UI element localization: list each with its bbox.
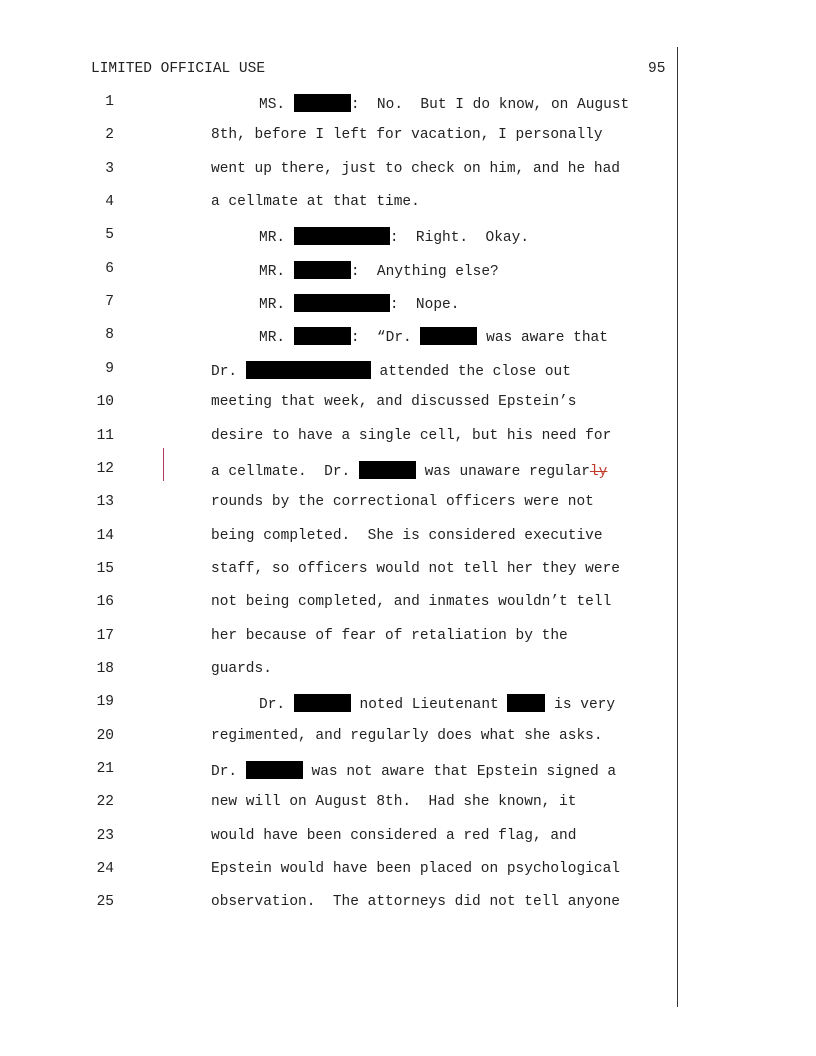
redaction-box [294, 94, 351, 112]
line-number: 5 [105, 227, 114, 244]
line-number: 18 [96, 660, 114, 677]
line-text [211, 794, 576, 810]
line-text [259, 94, 629, 113]
text-segment: MR. [259, 230, 294, 247]
line-number: 16 [96, 594, 114, 611]
text-segment: a cellmate at that time. [211, 194, 420, 211]
line-text [211, 194, 420, 210]
transcript-line [0, 261, 816, 285]
transcript-line [0, 528, 816, 552]
page-number: 95 [648, 61, 666, 77]
text-segment: : No. But I do know, on August [350, 97, 630, 113]
line-text [211, 428, 611, 444]
transcript-line [0, 161, 816, 185]
line-text [211, 594, 611, 610]
text-segment: Dr. [259, 697, 294, 714]
header-classification: LIMITED OFFICIAL USE [91, 61, 266, 77]
redaction-box [294, 261, 351, 279]
line-number: 25 [96, 894, 114, 911]
line-number: 6 [105, 260, 114, 277]
transcript-line [0, 361, 816, 385]
line-number: 1 [105, 94, 114, 110]
transcript-line [0, 294, 816, 318]
text-segment: 8th, before I left for vacation, I personally [211, 127, 603, 144]
text-segment: a cellmate. Dr. [211, 463, 359, 480]
text-segment: : Nope. [389, 297, 460, 314]
line-text [259, 694, 615, 713]
line-number: 22 [96, 794, 114, 811]
text-segment: would have been considered a red flag, and [211, 827, 577, 844]
text-segment: MR. [259, 330, 294, 347]
line-number: 14 [96, 527, 114, 544]
text-segment: rounds by the correctional officers were not [211, 494, 594, 511]
transcript-line [0, 394, 816, 418]
line-text [211, 728, 603, 744]
text-segment: was not aware that Epstein signed a [302, 764, 617, 780]
struck-text: ly [589, 463, 608, 480]
redaction-box [294, 294, 390, 312]
transcript-line [0, 461, 816, 485]
line-text [211, 461, 607, 480]
transcript-line [0, 327, 816, 351]
redaction-box [420, 327, 477, 345]
text-segment: new will on August 8th. Had she known, it [211, 794, 577, 811]
transcript-line [0, 828, 816, 852]
text-segment: being completed. She is considered executive [211, 527, 603, 544]
redaction-box [246, 761, 303, 779]
line-number: 3 [105, 160, 114, 177]
text-segment: : “Dr. [350, 330, 421, 347]
line-number: 4 [105, 194, 114, 211]
text-segment: is very [545, 697, 616, 714]
line-number: 2 [105, 127, 114, 144]
redaction-box [246, 361, 371, 379]
line-text [211, 494, 594, 510]
text-segment: noted Lieutenant [350, 697, 508, 714]
line-number: 9 [105, 360, 114, 377]
redaction-box [294, 694, 351, 712]
transcript-line [0, 761, 816, 785]
text-segment: went up there, just to check on him, and he had [211, 160, 620, 177]
text-segment: observation. The attorneys did not tell anyone [211, 894, 620, 911]
transcript-line [0, 628, 816, 652]
text-segment: meeting that week, and discussed Epstein’s [211, 394, 577, 411]
transcript-line [0, 194, 816, 218]
transcript-line [0, 127, 816, 151]
transcript-line [0, 661, 816, 685]
transcript-line [0, 728, 816, 752]
text-segment: Epstein would have been placed on psychological [211, 861, 620, 878]
line-text [211, 628, 568, 644]
line-text [211, 661, 272, 677]
line-number: 11 [96, 427, 114, 444]
line-text [211, 394, 576, 410]
line-text [211, 528, 603, 544]
text-segment: was unaware regular [415, 463, 590, 480]
transcript-line [0, 594, 816, 618]
line-text [211, 161, 620, 177]
redaction-box [294, 227, 390, 245]
transcript-line [0, 694, 816, 718]
line-text [259, 261, 499, 280]
text-segment: MR. [259, 263, 294, 280]
text-segment: staff, so officers would not tell her they were [211, 560, 620, 577]
line-text [259, 294, 459, 313]
line-text [211, 828, 576, 844]
redaction-box [359, 461, 416, 479]
text-segment: attended the close out [370, 363, 571, 380]
line-text [211, 894, 620, 910]
line-number: 17 [96, 627, 114, 644]
line-text [211, 361, 571, 380]
transcript-line [0, 561, 816, 585]
text-segment: was aware that [477, 330, 608, 347]
line-number: 24 [96, 861, 114, 878]
text-segment: regimented, and regularly does what she asks. [211, 727, 603, 744]
line-number: 12 [96, 460, 114, 477]
text-segment: desire to have a single cell, but his need for [211, 427, 612, 444]
line-number: 19 [96, 694, 114, 711]
text-segment: her because of fear of retaliation by the [211, 627, 568, 644]
text-segment: : Anything else? [350, 263, 499, 280]
line-number: 13 [96, 494, 114, 511]
line-number: 21 [96, 761, 114, 777]
transcript-line [0, 494, 816, 518]
text-segment: : Right. Okay. [389, 230, 530, 247]
text-segment: guards. [211, 660, 272, 677]
line-text [211, 761, 616, 780]
transcript-line [0, 227, 816, 251]
text-segment: Dr. [211, 764, 246, 780]
line-text [211, 561, 620, 577]
line-text [259, 227, 529, 246]
redaction-box [294, 327, 351, 345]
transcript-line [0, 894, 816, 918]
line-text [211, 861, 620, 877]
line-number: 15 [96, 560, 114, 577]
transcript-line [0, 794, 816, 818]
transcript-line [0, 861, 816, 885]
line-number: 20 [96, 727, 114, 744]
text-segment: MS. [259, 97, 294, 113]
line-number: 10 [96, 394, 114, 411]
text-segment: not being completed, and inmates wouldn’t tell [211, 594, 612, 611]
line-text [211, 127, 603, 143]
line-number: 7 [105, 294, 114, 311]
line-number: 23 [96, 827, 114, 844]
line-number: 8 [105, 327, 114, 344]
transcript-line [0, 428, 816, 452]
line-text [259, 327, 608, 346]
text-segment: Dr. [211, 363, 246, 380]
transcript-line [0, 94, 816, 118]
text-segment: MR. [259, 297, 294, 314]
redaction-box [507, 694, 545, 712]
